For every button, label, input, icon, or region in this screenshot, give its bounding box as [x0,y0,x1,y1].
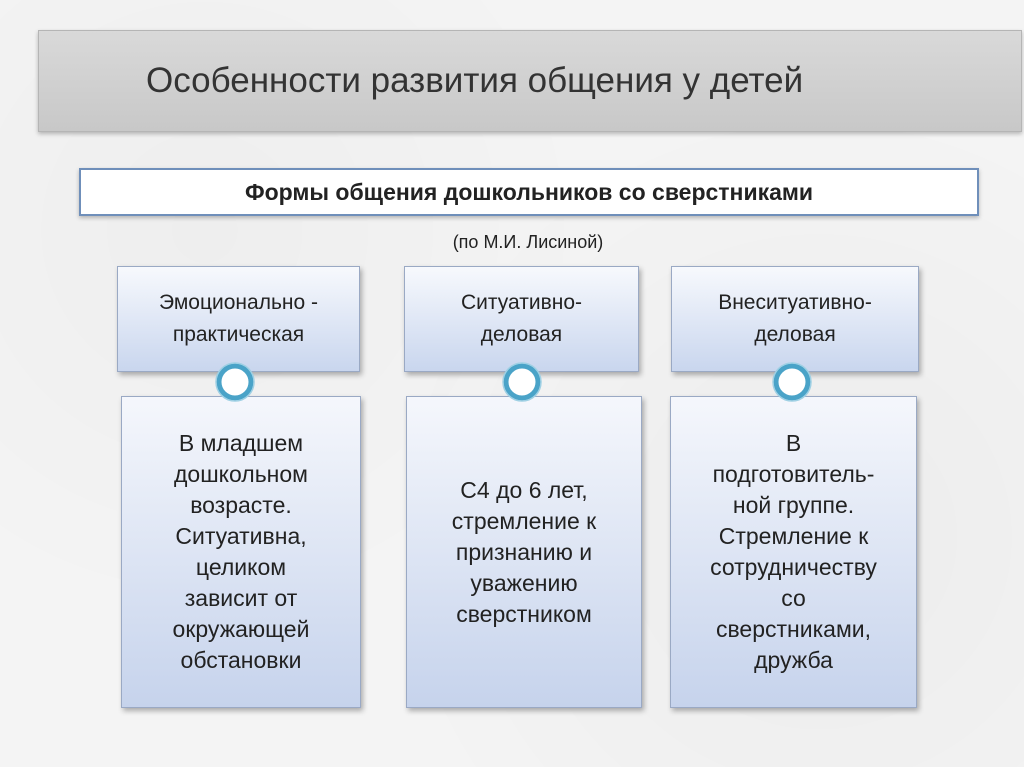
column-body-1 [121,396,361,708]
connector-ring-2-icon [500,360,544,404]
column-heading-2 [404,266,639,372]
column-heading-1 [117,266,360,372]
connector-ring-1-icon [213,360,257,404]
column-body-3 [670,396,917,708]
column-heading-3-label: Внеситуативно- деловая [718,291,872,346]
source-note: (по М.И. Лисиной) [452,232,604,252]
column-body-1-text: В младшем дошкольном возрасте. Ситуативна, целиком зависит от окружающей обстановки [172,430,310,673]
connector-ring-3-icon [770,360,814,404]
column-body-2-text: С4 до 6 лет, стремление к признанию и уважению сверстником [451,476,597,627]
slide-subtitle: Формы общения дошкольников со сверстниками [244,178,814,205]
column-heading-3 [671,266,919,372]
title-bar [38,30,1022,132]
column-heading-1-label: Эмоционально - практическая [159,291,318,346]
column-heading-2-label: Ситуативно- деловая [460,291,582,346]
subtitle-box [79,168,979,216]
slide-title: Особенности развития общения у детей [146,61,804,100]
column-body-3-text: В подготовитель- ной группе. Стремление к сотрудничеству со сверстниками, дружба [710,430,877,673]
column-body-2 [406,396,642,708]
